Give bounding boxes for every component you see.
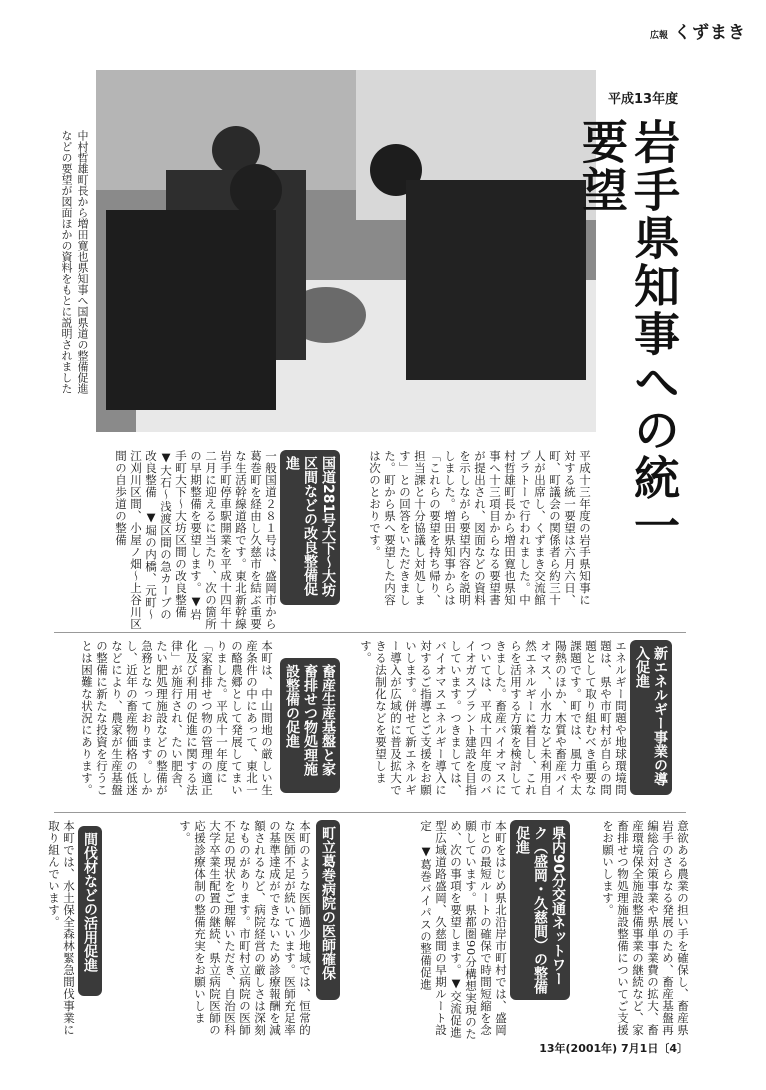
section-heading-new-energy: 新エネルギー事業の導入促進 bbox=[630, 640, 672, 795]
section-body-route281: 一般国道２８１号は、盛岡市から葛巻町を経由し久慈市を結ぶ重要な生活幹線道路です。東北新幹線岩手町停車駅開業を平成十四年十二月に迎えるに当たり、次の箇所の早期整備を要望します。▼岩手町大下～大坊区間の改良整備 ▼大石～浅渡区間の急カーブの改良整備 ▼堀の内橋、元町～江刈川区間、小屋ノ畑～上谷川区間の自歩道の整備 bbox=[114, 450, 278, 630]
year-label: 平成13年度 bbox=[608, 92, 679, 107]
section-heading-traffic-network: 県内90分交通ネットワーク（盛岡・久慈間）の整備促進 bbox=[510, 820, 570, 1000]
header-small-label: 広報 bbox=[649, 31, 668, 41]
section-body-livestock: 本町は、中山間地の厳しい生産条件の中にあって、東北一の酪農郷として発展してまいりました。平成十一年度に「家畜排せつ物の管理の適正化及び利用の促進に関する法律」が施行され、たい肥舎、たい肥処理施設などの整備が急務となっております。しかし、近年の畜産物価格の低迷などにより、農家が生産基盤の整備に新たな投資を行うことは困難な状況にあります。 bbox=[80, 640, 274, 796]
newsletter-header bbox=[650, 18, 746, 43]
section-heading-hospital: 町立葛巻病院の医師確保 bbox=[316, 820, 340, 1000]
page-footer: 13年(2001年) 7月1日〔4〕 bbox=[539, 1042, 688, 1055]
section-body-extra: 意欲ある農業の担い手を確保し、畜産県岩手のさらなる発展のため、畜産基盤再編総合対策事業や県単事業費の拡大、畜産環境保全施設整備事業の継続など、家畜排せつ物処理施設整備についてご支援をお願いします。 bbox=[601, 820, 690, 1036]
divider bbox=[54, 632, 686, 633]
section-body-new-energy: エネルギー問題や地球環境問題は、県や市町村が自らの問題として取り組むべき重要な課題です。町では、風力や太陽熱のほか、木質や畜産バイオマス、小水力など未利用自然エネルギーに着目し、これらを活用する方策を検討してきました。畜産バイオマスについては、平成十四年度のバイオガスプラント建設を目指しています。つきましては、バイオマスエネルギー導入に対するご指導とご支援をお願いします。併せて新エネルギー導入が広域的に普及拡大できる法制化などを要望します。 bbox=[359, 640, 628, 796]
divider bbox=[54, 812, 686, 813]
newsletter-title: くずまき bbox=[674, 23, 746, 43]
section-body-thinned-wood: 本町では、水土保全森林緊急間伐事業に取り組んでいます。 bbox=[47, 820, 76, 1036]
section-heading-thinned-wood: 間伐材などの活用促進 bbox=[78, 826, 102, 996]
photo-caption: 中村哲雄町長から増田寛也県知事へ国県道の整備促進などの要望が図面ほかの資料をもとに説明されました bbox=[60, 130, 89, 394]
section-body-traffic-network: 本町をはじめ県北沿岸市町村では、盛岡市との最短ルートの確保で時間短縮を念願しています。県都圏90分構想実現のため、次の事項を要望します。▼交流促進型広域道路盛岡、久慈間の早期ルート設定 ▼葛巻バイパスの整備促進 bbox=[419, 820, 508, 1040]
section-heading-livestock: 畜産生産基盤と家畜排せつ物処理施設整備の促進 bbox=[280, 658, 340, 793]
meeting-photo bbox=[96, 70, 596, 432]
intro-text: 平成十三年度の岩手県知事に対する統一要望は六月六日、町、町議会の関係者ら約三十人が出席し、くずまき交流館プラトーで行われました。中村哲雄町長から増田寛也県知事へ十三項目からなる要望書が提出され、図面などの資料を示しながら要望内容を説明しました。増田県知事からは「これらの要望を持ち帰り、担当課と十分協議し対処します」との回答をいただきました。町から県へ要望した内容は次のとおりです。 bbox=[368, 450, 592, 606]
section-heading-route281: 国道281号大下～大坊区間などの改良整備促進 bbox=[280, 450, 340, 605]
section-body-hospital: 本町のような医師過少地域では、恒常的な医師不足が続いています。医師充足率の基準達成ができないため診療報酬を減額されるなど、病院経営の厳しさは深刻なものがあります。市町村立病院の医師不足の現状をご理解いただき、自治医科大学卒業生配置の継続、県立病院医師の応援診療体制の整備充実をお願いします。 bbox=[178, 820, 312, 1036]
headline: 岩手県知事への統一要望 bbox=[575, 118, 681, 550]
